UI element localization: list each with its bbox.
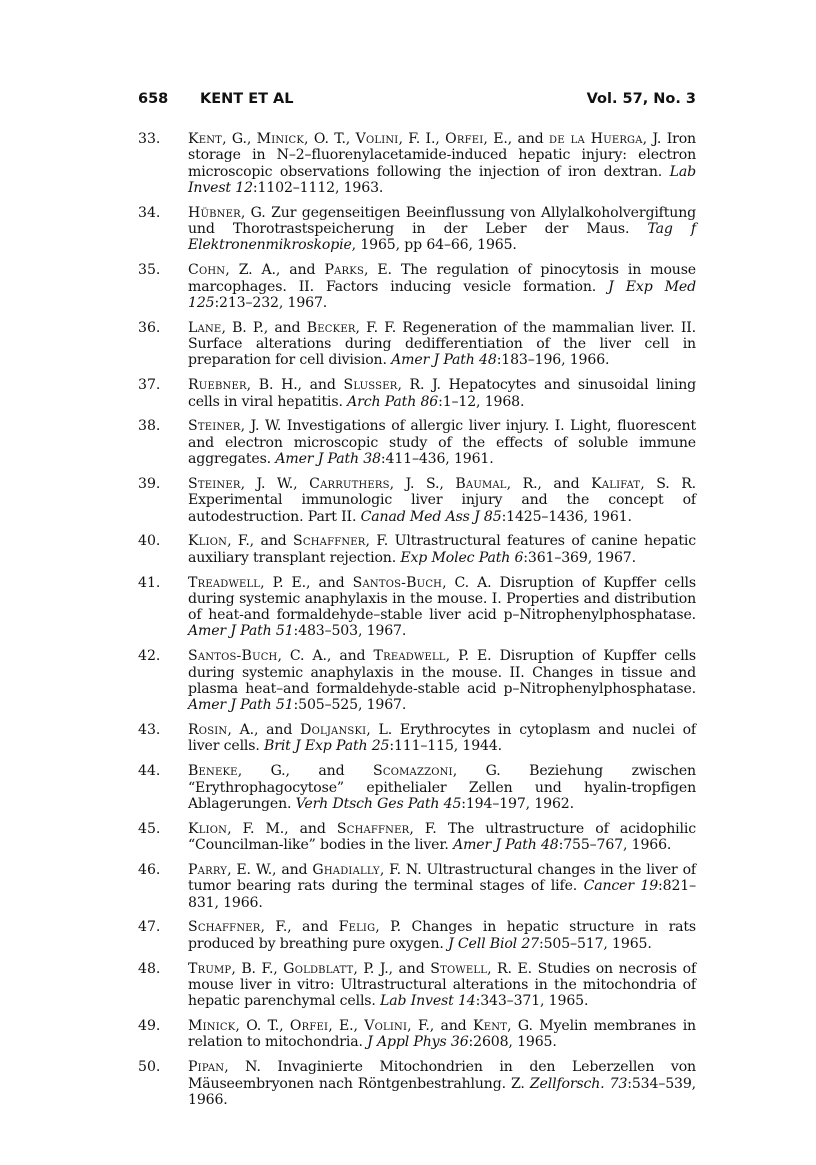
author-name: Doljanski <box>300 722 367 739</box>
reference-segment: , E., <box>328 1018 365 1035</box>
author-name: Santos-Buch <box>188 648 278 665</box>
citation-source: Canad Med Ass J 85 <box>360 508 502 525</box>
citation-source: Tag f Elektronenmikroskopie <box>188 221 696 254</box>
author-name: Ghadially <box>312 862 380 878</box>
reference-segment: :361–369, 1967. <box>523 549 636 566</box>
reference-segment: , F., and <box>260 919 339 936</box>
reference-segment: , P. J., and <box>353 960 431 977</box>
author-name: Stowell <box>430 960 488 977</box>
reference-segment: :534–539, 1966. <box>188 1075 696 1108</box>
reference-segment: , F. M., and <box>227 820 337 837</box>
author-name: Volini <box>364 1018 408 1035</box>
reference-number: 36. <box>138 319 161 336</box>
reference-text <box>188 722 696 755</box>
author-name: Minick <box>188 1018 236 1035</box>
reference-list <box>138 131 696 1117</box>
reference-text <box>188 205 696 254</box>
reference-segment: , E. W., and <box>227 862 313 878</box>
reference-segment: , F. N. Ultrastructural changes in the liver of tumor bearing rats during the terminal stages of life. <box>188 862 696 895</box>
author-name: Treadwell <box>188 574 261 591</box>
reference-number: 33. <box>138 131 161 147</box>
author-name: Kent <box>188 131 223 147</box>
reference-segment: , Z. A., and <box>225 262 325 279</box>
reference-number: 39. <box>138 475 161 492</box>
author-name: Kalifat <box>591 475 641 492</box>
page-header <box>138 91 696 111</box>
author-name: Orfei <box>289 1018 329 1035</box>
reference-text <box>188 648 696 713</box>
reference-text <box>188 476 696 525</box>
reference-text <box>188 320 696 369</box>
reference-number: 37. <box>138 377 161 394</box>
reference-number: 41. <box>138 574 161 591</box>
reference-segment: , B. P., and <box>221 319 307 336</box>
reference-segment: :821–831, 1966. <box>188 878 696 911</box>
reference-item <box>138 648 696 713</box>
author-name: Becker <box>306 319 356 336</box>
author-name: Slusser <box>343 377 398 394</box>
reference-segment: , J. W. Investigations of allergic liver injury. I. Light, fluorescent and electron microscopic study of the effects of soluble immune aggregates. <box>188 418 696 468</box>
reference-segment: , F. Ultrastructural features of canine hepatic auxiliary transplant rejection. <box>188 533 696 566</box>
reference-segment: , G., <box>222 131 257 147</box>
reference-text <box>188 1059 696 1108</box>
citation-source: Amer J Path 48 <box>391 352 497 369</box>
reference-segment: , P. E. Disruption of Kupffer cells during systemic anaphylaxis in the mouse. II. Changes in tissue and plasma heat–and formaldehyde-stable acid p–Nitrophenylphosphatase. <box>188 648 696 697</box>
reference-segment: :1–12, 1968. <box>438 393 525 410</box>
author-name: Baumal <box>455 475 507 492</box>
reference-segment: :194–197, 1962. <box>461 795 574 812</box>
citation-source: Amer J Path 48 <box>453 837 559 854</box>
reference-segment: , F., and <box>227 533 294 550</box>
citation-source: Lab Invest 12 <box>188 163 696 196</box>
citation-source: Cancer 19 <box>583 878 659 895</box>
reference-segment: , B. H., and <box>246 377 344 394</box>
author-name: Minick <box>256 131 305 147</box>
reference-item <box>138 131 696 196</box>
reference-text <box>188 1018 696 1051</box>
reference-segment: :505–525, 1967. <box>293 697 407 714</box>
author-name: Scomazzoni <box>373 763 453 780</box>
reference-text <box>188 533 696 566</box>
author-name: Volini <box>355 131 399 147</box>
reference-item <box>138 262 696 311</box>
reference-item <box>138 763 696 812</box>
reference-segment: , J. W., <box>240 475 310 492</box>
reference-segment: , F., and <box>407 1018 474 1035</box>
reference-item <box>138 320 696 369</box>
author-name: Hübner <box>188 204 241 221</box>
reference-segment: :755–767, 1966. <box>558 837 672 854</box>
volume-info: Vol. 57, No. 3 <box>586 91 696 107</box>
reference-item <box>138 862 696 911</box>
reference-segment: , R. E. Studies on necrosis of mouse liver in vitro: Ultrastructural alterations in the mitochondria of hepatic parenchymal cells. <box>188 960 697 1010</box>
author-name: Steiner <box>188 418 241 435</box>
reference-text <box>188 961 696 1010</box>
reference-number: 49. <box>138 1018 161 1035</box>
reference-segment: , J. S., <box>389 475 456 492</box>
reference-segment: , J. Iron storage in N–2–fluorenylacetamide-induced hepatic injury: electron microscopic observations following the injection of iron dextran. <box>188 131 696 180</box>
reference-number: 42. <box>138 648 161 665</box>
citation-source: Amer J Path 51 <box>188 697 294 714</box>
reference-segment: :1425–1436, 1961. <box>501 508 632 525</box>
reference-segment: , P. Changes in hepatic structure in rats produced by breathing pure oxygen. <box>188 919 697 952</box>
running-title: KENT ET AL <box>200 91 294 107</box>
author-name: Trump <box>188 960 232 977</box>
reference-text <box>188 862 696 911</box>
reference-item <box>138 919 696 952</box>
author-name: Felig <box>338 919 376 936</box>
reference-item <box>138 377 696 410</box>
reference-segment: :411–436, 1961. <box>380 451 494 468</box>
author-name: Beneke <box>188 763 238 780</box>
reference-segment: :343–371, 1965. <box>475 993 589 1010</box>
reference-item <box>138 575 696 640</box>
reference-number: 45. <box>138 820 161 837</box>
author-name: Pipan <box>188 1059 225 1076</box>
citation-source: Amer J Path 38 <box>275 451 381 468</box>
reference-segment: , G. Zur gegenseitigen Beeinflussung von Allylalkoholvergiftung und Thorotrastspeicherung in der Leber der Maus. <box>188 204 696 238</box>
reference-segment: :213–232, 1967. <box>214 294 328 311</box>
reference-segment: :505–517, 1965. <box>539 935 652 952</box>
reference-segment: , L. Erythrocytes in cytoplasm and nuclei of liver cells. <box>188 722 696 755</box>
reference-number: 46. <box>138 862 161 878</box>
reference-item <box>138 205 696 254</box>
reference-number: 34. <box>138 204 161 221</box>
reference-text <box>188 418 696 467</box>
reference-segment: , F. F. Regeneration of the mammalian liver. II. Surface alterations during dedifferentiation of the liver cell in preparation for cell division. <box>188 319 696 369</box>
citation-source: Verh Dtsch Ges Path 45 <box>295 795 462 812</box>
author-name: Steiner <box>188 475 241 492</box>
reference-segment: , R. J. Hepatocytes and sinusoidal lining cells in viral hepatitis. <box>188 377 696 410</box>
reference-text <box>188 131 696 196</box>
author-name: Klion <box>188 820 228 837</box>
reference-number: 48. <box>138 960 161 977</box>
author-name: Rosin <box>188 722 228 739</box>
reference-number: 50. <box>138 1059 161 1076</box>
author-name: Kent <box>473 1018 508 1035</box>
author-name: Carruthers <box>309 475 390 492</box>
author-name: Goldblatt <box>283 960 354 977</box>
author-name: Klion <box>188 533 228 550</box>
reference-number: 43. <box>138 722 161 739</box>
reference-segment: , C. A., and <box>277 648 374 665</box>
author-name: Ruebner <box>188 377 247 394</box>
reference-number: 35. <box>138 262 161 279</box>
reference-segment: , O. T., <box>235 1018 290 1035</box>
author-name: Orfei <box>445 131 484 147</box>
author-name: Schaffner <box>336 820 410 837</box>
reference-text <box>188 377 696 410</box>
citation-source: Lab Invest 14 <box>380 993 476 1010</box>
reference-item <box>138 722 696 755</box>
reference-text <box>188 262 696 311</box>
reference-segment: , G. Myelin membranes in relation to mitochondria. <box>188 1018 696 1051</box>
reference-text <box>188 575 696 640</box>
reference-segment: , S. R. Experimental immunologic liver injury and the concept of autodestruction. Part II. <box>188 475 697 525</box>
reference-number: 40. <box>138 533 161 550</box>
reference-segment: :111–115, 1944. <box>389 738 503 755</box>
author-name: Schaffner <box>188 919 261 936</box>
reference-segment: :2608, 1965. <box>468 1034 557 1051</box>
reference-text <box>188 763 696 812</box>
author-name: Lane <box>188 319 222 336</box>
reference-number: 44. <box>138 763 161 780</box>
reference-segment: , F. I., <box>398 131 446 147</box>
citation-source: Exp Molec Path 6 <box>400 549 524 566</box>
author-name: de la Huerga <box>549 131 643 147</box>
reference-item <box>138 533 696 566</box>
reference-segment: , 1965, pp 64–66, 1965. <box>351 237 517 254</box>
reference-segment: , E., and <box>483 131 550 147</box>
reference-item <box>138 1018 696 1051</box>
reference-segment: , O. T., <box>304 131 356 147</box>
reference-segment: , C. A. Disruption of Kupffer cells during systemic anaphylaxis in the mouse. I. Properties and distribution of heat-and formaldehyde–stable liver acid p–Nitrophenylphosphatase. <box>188 574 696 624</box>
reference-segment: , N. Invaginierte Mitochondrien in den Leberzellen von Mäuseembryonen nach Röntgenbestrahlung. Z. <box>188 1059 696 1092</box>
reference-item <box>138 418 696 467</box>
reference-item <box>138 821 696 854</box>
reference-text <box>188 919 696 952</box>
author-name: Santos-Buch <box>352 574 443 591</box>
citation-source: Brit J Exp Path 25 <box>264 738 390 755</box>
reference-segment: :183–196, 1966. <box>496 352 610 369</box>
reference-segment: , B. F., <box>231 960 284 977</box>
reference-segment: , G. Beziehung zwischen “Erythrophagocytose” epithelialer Zellen und hyalin-tropfigen Ablagerungen. <box>188 763 696 812</box>
citation-source: Arch Path 86 <box>347 393 439 410</box>
reference-segment: , F. The ultrastructure of acidophilic “Councilman-like” bodies in the liver. <box>188 820 696 854</box>
citation-source: J Appl Phys 36 <box>367 1034 469 1051</box>
reference-segment: , P. E., and <box>260 574 353 591</box>
reference-text <box>188 821 696 854</box>
reference-segment: , E. The regulation of pinocytosis in mouse marcophages. II. Factors inducing vesicle formation. <box>188 262 696 295</box>
citation-source: Amer J Path 51 <box>188 623 294 640</box>
author-name: Parry <box>188 862 228 878</box>
author-name: Cohn <box>188 262 226 279</box>
reference-number: 38. <box>138 418 161 435</box>
reference-segment: :1102–1112, 1963. <box>252 179 384 196</box>
reference-item <box>138 961 696 1010</box>
citation-source: Zellforsch. 73 <box>529 1075 628 1092</box>
citation-source: J Exp Med 125 <box>188 278 696 311</box>
author-name: Treadwell <box>373 648 446 665</box>
reference-segment: :483–503, 1967. <box>293 623 407 640</box>
author-name: Parks <box>324 262 364 279</box>
reference-segment: , G., and <box>237 763 373 780</box>
reference-segment: , R., and <box>506 475 592 492</box>
reference-number: 47. <box>138 919 161 936</box>
citation-source: J Cell Biol 27 <box>448 935 539 952</box>
reference-item <box>138 1059 696 1108</box>
page-number: 658 <box>138 91 169 107</box>
reference-item <box>138 476 696 525</box>
author-name: Schaffner <box>293 533 366 550</box>
reference-segment: , A., and <box>227 722 301 739</box>
